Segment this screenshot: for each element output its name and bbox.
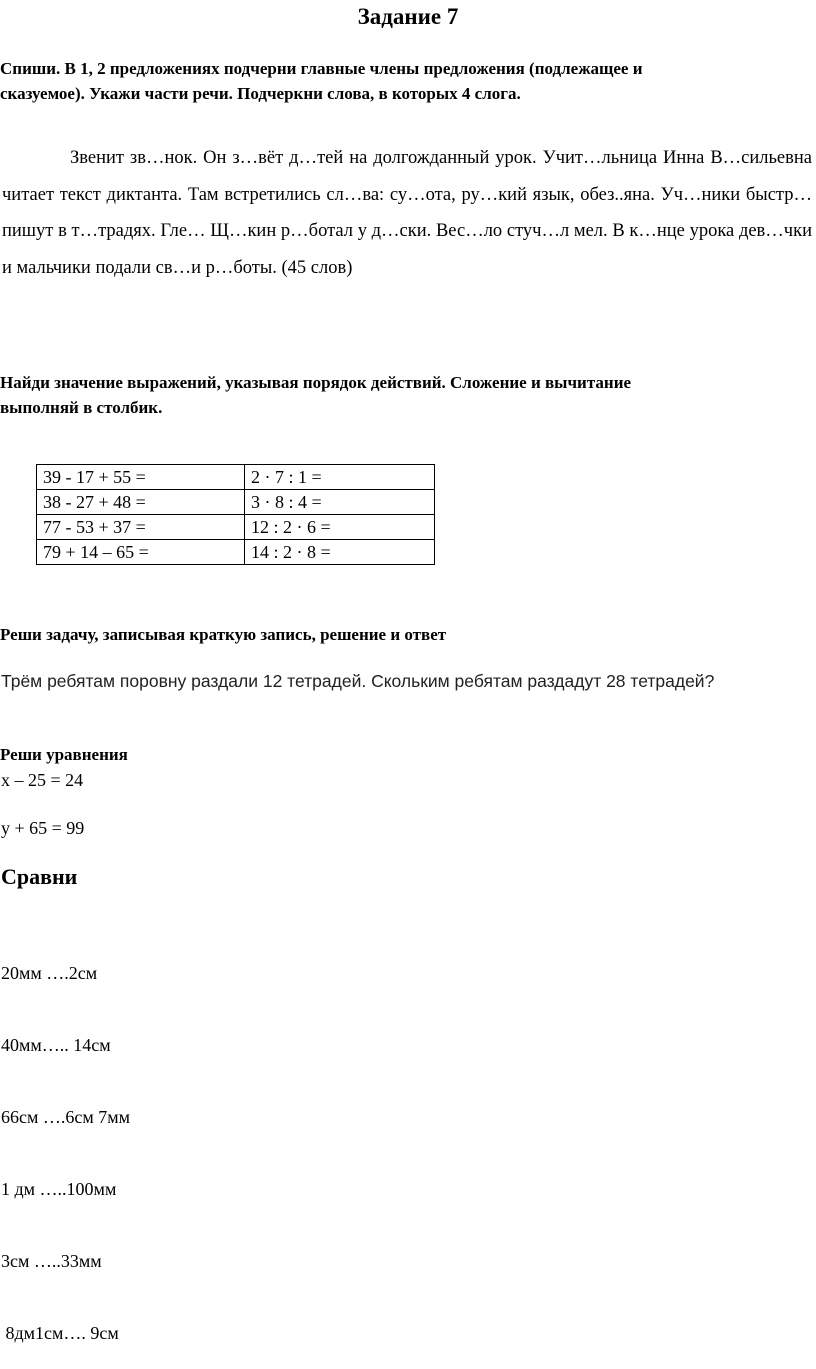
- compare-list: [1, 913, 130, 1369]
- table-row: [37, 465, 435, 490]
- dictation-text: Звенит зв…нок. Он з…вёт д…тей на долгожданный урок. Учит…льница Инна В…сильевна читает текст диктанта. Там встретились сл…ва: су…ота, ру…кий язык, обез..яна. Уч…ники быстр… пишут в т…традях. Гле… Щ…кин р…ботал у д…ски. Вес…ло стуч…л мел. В к…нце урока дев…чки и мальчики подали св…и р…боты. (45 слов): [2, 148, 812, 278]
- list-item: 20мм ….2см: [1, 963, 98, 983]
- page-title: Задание 7: [357, 4, 459, 29]
- table-cell: 12 : 2 · 6 =: [245, 515, 435, 540]
- list-item: 1 дм …..100мм: [1, 1179, 117, 1199]
- table-cell: 39 - 17 + 55 =: [37, 465, 245, 490]
- task2-instruction-line1: Найди значение выражений, указывая порядок действий. Сложение и вычитание: [0, 373, 632, 392]
- task1-instruction-line2: сказуемое). Укажи части речи. Подчеркни слова, в которых 4 слога.: [0, 84, 521, 103]
- task1-instruction: [0, 56, 812, 106]
- expressions-table: [36, 464, 435, 565]
- equation-1: х – 25 = 24: [1, 770, 84, 790]
- task3-instruction: Реши задачу, записывая краткую запись, решение и ответ: [0, 625, 447, 644]
- table-cell: 79 + 14 – 65 =: [37, 540, 245, 565]
- word-problem: Трём ребятам поровну раздали 12 тетрадей. Скольким ребятам раздадут 28 тетрадей?: [1, 671, 715, 691]
- equation-2: у + 65 = 99: [1, 818, 85, 838]
- compare-heading: Сравни: [1, 864, 78, 889]
- list-item: 3см …..33мм: [1, 1251, 102, 1271]
- list-item: 8дм1см…. 9см: [1, 1323, 119, 1343]
- table-cell: 14 : 2 · 8 =: [245, 540, 435, 565]
- table-row: [37, 540, 435, 565]
- table-row: [37, 490, 435, 515]
- equations-heading: Реши уравнения: [0, 745, 128, 764]
- table-cell: 3 · 8 : 4 =: [245, 490, 435, 515]
- table-cell: 77 - 53 + 37 =: [37, 515, 245, 540]
- table-cell: 2 · 7 : 1 =: [245, 465, 435, 490]
- task2-instruction-line2: выполняй в столбик.: [0, 398, 163, 417]
- table-cell: 38 - 27 + 48 =: [37, 490, 245, 515]
- task2-instruction: [0, 370, 812, 420]
- list-item: 66см ….6см 7мм: [1, 1107, 131, 1127]
- task1-instruction-line1: Спиши. В 1, 2 предложениях подчерни главные члены предложения (подлежащее и: [0, 59, 643, 78]
- list-item: 40мм….. 14см: [1, 1035, 111, 1055]
- table-row: [37, 515, 435, 540]
